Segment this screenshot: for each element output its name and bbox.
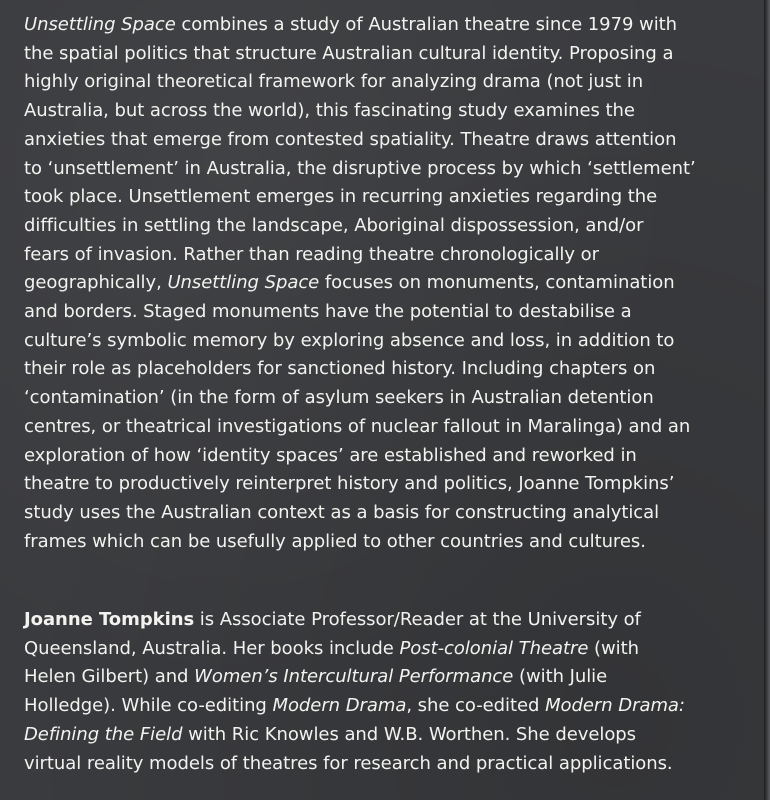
description-line: theatre to productively reinterpret history and politics, Joanne Tompkins’ <box>24 473 675 495</box>
description-line: centres, or theatrical investigations of nuclear fallout in Maralinga) and an <box>24 415 691 437</box>
page-edge-shadow <box>764 0 770 800</box>
bio-line: Joanne Tompkins is Associate Professor/Reader at the University of <box>24 609 641 630</box>
bio-line: Defining the Field with Ric Knowles and W.B. Worthen. She develops <box>24 723 637 745</box>
bio-line: Queensland, Australia. Her books include Post-colonial Theatre (with <box>24 637 639 659</box>
author-bio <box>24 606 752 778</box>
journal-title: Modern Drama <box>272 695 407 717</box>
book-title: Unsettling Space <box>24 14 176 35</box>
book-title: Modern Drama: <box>545 695 685 717</box>
description-line: anxieties that emerge from contested spatiality. Theatre draws attention <box>24 128 677 150</box>
description-line: difficulties in settling the landscape, Aboriginal dispossession, and/or <box>24 214 644 236</box>
book-description <box>24 11 752 556</box>
description-line: their role as placeholders for sanctioned history. Including chapters on <box>24 358 656 380</box>
description-line: and borders. Staged monuments have the potential to destabilise a <box>24 301 632 323</box>
book-title: Unsettling Space <box>167 272 320 294</box>
book-title: Women’s Intercultural Performance <box>194 666 514 688</box>
description-line: Australia, but across the world), this fascinating study examines the <box>24 100 635 122</box>
author-name: Joanne Tompkins <box>24 609 195 630</box>
description-line: highly original theoretical framework for analyzing drama (not just in <box>24 71 644 93</box>
bio-line: Holledge). While co-editing Modern Drama, she co-edited Modern Drama: <box>24 695 685 717</box>
description-line: exploration of how ‘identity spaces’ are established and reworked in <box>24 444 637 466</box>
book-title: Defining the Field <box>24 723 183 745</box>
description-line: frames which can be usefully applied to other countries and cultures. <box>24 530 646 552</box>
book-title: Post-colonial Theatre <box>399 637 589 659</box>
bio-line: Helen Gilbert) and Women’s Intercultural Performance (with Julie <box>24 666 608 688</box>
description-line: to ‘unsettlement’ in Australia, the disruptive process by which ‘settlement’ <box>24 157 696 179</box>
description-line: ‘contamination’ (in the form of asylum seekers in Australian detention <box>24 387 654 409</box>
description-line: geographically, Unsettling Space focuses on monuments, contamination <box>24 272 675 294</box>
bio-line: virtual reality models of theatres for research and practical applications. <box>24 752 673 774</box>
description-line: Unsettling Space combines a study of Australian theatre since 1979 with <box>24 14 678 35</box>
description-line: took place. Unsettlement emerges in recurring anxieties regarding the <box>24 186 658 208</box>
description-line: culture’s symbolic memory by exploring absence and loss, in addition to <box>24 329 675 351</box>
description-line: fears of invasion. Rather than reading theatre chronologically or <box>24 243 599 265</box>
description-line: study uses the Australian context as a basis for constructing analytical <box>24 501 660 523</box>
description-line: the spatial politics that structure Australian cultural identity. Proposing a <box>24 42 674 64</box>
